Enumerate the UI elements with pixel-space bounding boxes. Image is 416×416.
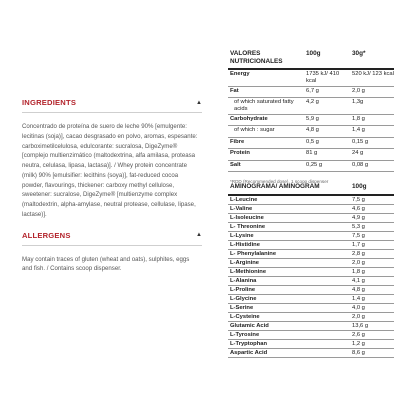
nutrient-name: Salt (228, 160, 304, 172)
amino-acid-name: L-Isoleucine (228, 213, 350, 222)
value-per-100g: 4,6 g (350, 204, 394, 213)
amino-acid-name: L-Lysine (228, 231, 350, 240)
value-per-100g: 7,5 g (350, 195, 394, 205)
table-row (228, 204, 394, 213)
amino-acid-name: Glutamic Acid (228, 321, 350, 330)
nutrition-table (228, 50, 394, 172)
table-row (228, 240, 394, 249)
aminogram-header-row (228, 183, 394, 195)
column-header: 30g* (352, 50, 366, 57)
ingredients-text: Concentrado de proteína de suero de leche 90% [emulgente: lecitinas (soja)], cacao desgrasado en polvo, aromas, espesante: carboximetilcelulosa, edulcorante: sucralosa, DigeZyme® [complejo multienzimático (maltodextrina, alfa amilasa, proteasa neutra, celulasa, lipasa, lactasa)]. / Whey protein concentrate (milk) 90% [emulsifier: lecithins (soya)], fat-reduced cocoa powder, flavourings, thickener: carboxy methyl cellulose, sweetener: sucralose, DigeZyme® [multienzyme complex (maltodextrin, alpha-amylase, neutral protease, cellulase, lipase, lactase)]. (22, 123, 198, 218)
amino-acid-name: L-Alanina (228, 276, 350, 285)
value-per-100g: 2,8 g (350, 249, 394, 258)
aminogram-table (228, 183, 394, 358)
value-per-serving: 24 g (350, 149, 394, 161)
value-per-100g: 6,7 g (304, 86, 350, 98)
value-per-100g: 4,0 g (350, 303, 394, 312)
amino-acid-name: L-Tyrosine (228, 330, 350, 339)
value-per-100g: 1,4 g (350, 294, 394, 303)
amino-acid-name: L-Tryptophan (228, 339, 350, 348)
value-per-serving: 1,3g (350, 98, 394, 115)
table-row (228, 213, 394, 222)
amino-acid-name: L-Leucine (228, 195, 350, 205)
amino-acid-name: L-Serine (228, 303, 350, 312)
allergens-text: May contain traces of gluten (wheat and oats), sulphites, eggs and fish. / Contains scoop dispenser. (22, 255, 190, 273)
value-per-100g: 13,6 g (350, 321, 394, 330)
value-per-100g: 4,2 g (304, 98, 350, 115)
table-row (228, 126, 394, 138)
column-header: 100g (352, 183, 367, 190)
table-row (228, 98, 394, 115)
table-row (228, 330, 394, 339)
value-per-100g: 2,0 g (350, 312, 394, 321)
allergens-section (22, 229, 202, 275)
nutrient-name: Fat (228, 86, 304, 98)
table-row (228, 249, 394, 258)
ingredients-header[interactable] (22, 96, 202, 109)
amino-acid-name: L-Valine (228, 204, 350, 213)
table-row (228, 160, 394, 172)
table-row (228, 276, 394, 285)
table-row (228, 303, 394, 312)
nutrient-name: Energy (228, 69, 304, 86)
table-row (228, 294, 394, 303)
value-per-serving: 0,08 g (350, 160, 394, 172)
table-row (228, 339, 394, 348)
table-row (228, 149, 394, 161)
value-per-serving: 0,15 g (350, 137, 394, 149)
value-per-100g: 7,5 g (350, 231, 394, 240)
value-per-100g: 2,0 g (350, 258, 394, 267)
nutrient-name: Carbohydrate (228, 114, 304, 126)
allergens-title: ALLERGENS (22, 230, 71, 240)
table-row (228, 114, 394, 126)
table-row (228, 312, 394, 321)
value-per-serving: 1,4 g (350, 126, 394, 138)
value-per-100g: 8,6 g (350, 348, 394, 357)
amino-acid-name: L-Methionine (228, 267, 350, 276)
value-per-serving: 520 kJ/ 123 kcal (350, 69, 394, 86)
value-per-100g: 81 g (304, 149, 350, 161)
product-info-panel (22, 96, 202, 274)
value-per-100g: 4,8 g (350, 285, 394, 294)
ingredients-title: INGREDIENTS (22, 98, 77, 107)
value-per-100g: 0,5 g (304, 137, 350, 149)
column-header: 100g (306, 50, 321, 57)
table-row (228, 321, 394, 330)
column-header: VALORES NUTRICIONALES (230, 50, 283, 65)
value-per-100g: 1,8 g (350, 267, 394, 276)
collapse-caret-icon[interactable]: ▲ (196, 99, 202, 106)
table-row (228, 267, 394, 276)
value-per-100g: 4,1 g (350, 276, 394, 285)
value-per-100g: 5,9 g (304, 114, 350, 126)
amino-acid-name: L-Histidine (228, 240, 350, 249)
nutrient-name: of which saturated fatty acids (228, 98, 304, 115)
amino-acid-name: L- Phenylalanine (228, 249, 350, 258)
allergens-header[interactable] (22, 229, 202, 242)
amino-acid-name: L-Glycine (228, 294, 350, 303)
collapse-caret-icon[interactable]: ▲ (196, 232, 202, 238)
table-row (228, 285, 394, 294)
nutrition-facts-panel (228, 50, 394, 184)
amino-acid-name: Aspartic Acid (228, 348, 350, 357)
table-row (228, 348, 394, 357)
nutrition-header-row (228, 50, 394, 69)
value-per-100g: 1735 kJ/ 410 kcal (304, 69, 350, 86)
value-per-100g: 4,8 g (304, 126, 350, 138)
table-row (228, 222, 394, 231)
table-row (228, 69, 394, 86)
value-per-100g: 1,2 g (350, 339, 394, 348)
value-per-100g: 1,7 g (350, 240, 394, 249)
table-row (228, 86, 394, 98)
value-per-serving: 2,0 g (350, 86, 394, 98)
table-row (228, 231, 394, 240)
table-row (228, 258, 394, 267)
value-per-100g: 0,25 g (304, 160, 350, 172)
aminogram-panel (228, 183, 394, 358)
ingredients-section (22, 96, 202, 220)
value-per-100g: 2,6 g (350, 330, 394, 339)
amino-acid-name: L-Proline (228, 285, 350, 294)
table-row (228, 137, 394, 149)
value-per-100g: 5,3 g (350, 222, 394, 231)
footnote: *RDD (Recommended dose). 1 scoop dispenser (230, 179, 329, 185)
nutrient-name: of which : sugar (228, 126, 304, 138)
amino-acid-name: L- Threonine (228, 222, 350, 231)
nutrient-name: Fibre (228, 137, 304, 149)
value-per-100g: 4,9 g (350, 213, 394, 222)
nutrient-name: Protein (228, 149, 304, 161)
amino-acid-name: L-Cysteine (228, 312, 350, 321)
amino-acid-name: L-Arginine (228, 258, 350, 267)
column-header: AMINOGRAMA/ AMINOGRAM (230, 183, 320, 190)
table-row (228, 195, 394, 205)
value-per-serving: 1,8 g (350, 114, 394, 126)
